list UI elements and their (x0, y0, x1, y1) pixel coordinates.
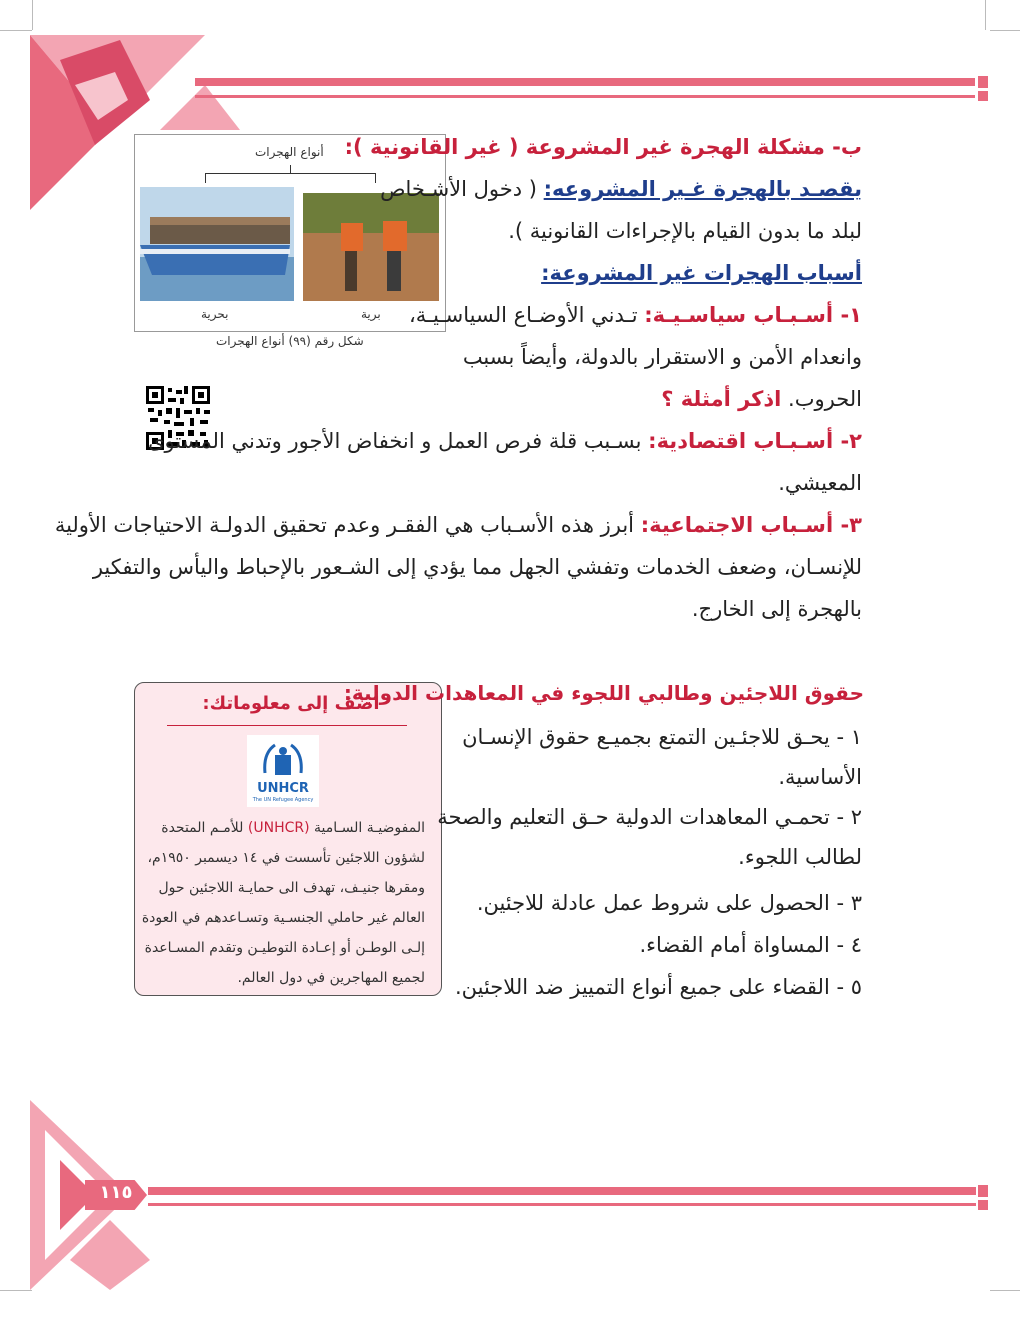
cause-1-line-1: ١- أسـبـاب سياسـيـة: تـدني الأوضـاع السياسـيـة، (408, 303, 862, 327)
info-box-title: أضف إلى معلوماتك: (202, 693, 380, 714)
examples-prompt: اذكر أمثلة ؟ (661, 387, 782, 411)
info-box (134, 682, 442, 996)
page-number: ١١٥ (99, 1182, 133, 1203)
rights-item-1-line-2: الأساسية. (778, 765, 862, 789)
cause-1-title: ١- أسـبـاب سياسـيـة: (644, 303, 862, 327)
top-rule (195, 78, 975, 86)
bottom-rule-thin (148, 1203, 976, 1206)
rights-item-4: ٤ - المساواة أمام القضاء. (639, 933, 862, 957)
unhcr-logo-text: UNHCR (257, 781, 309, 796)
info-line-5: إلـى الوطـن أو إعـادة التوطيـن وتقدم المسـاعدة (144, 940, 425, 956)
rights-item-2-line-2: لطالب اللجوء. (738, 845, 862, 869)
causes-heading: أسباب الهجرات غير المشروعة: (541, 261, 862, 285)
bottom-rule (148, 1187, 976, 1195)
figure-caption: شكل رقم (٩٩) أنواع الهجرات (216, 334, 364, 348)
info-line-2: لشؤون اللاجئين تأسست في ١٤ ديسمبر ١٩٥٠م، (147, 850, 425, 866)
cause-2-line-1: ٢- أسـبـاب اقتصادية: بسـبب قلة فرص العمل و انخفاض الأجور وتدني المستوى (148, 429, 862, 453)
section-heading-illegal-migration: ب- مشكلة الهجرة غير المشروعة ( غير القانونية ): (344, 135, 862, 159)
label-sea: بحرية (201, 307, 229, 321)
definition-line-2: لبلد ما بدون القيام بالإجراءات القانونية ). (508, 219, 862, 243)
top-rule-thin (195, 95, 975, 98)
cause-3-title: ٣- أسـباب الاجتماعية: (640, 513, 862, 537)
cause-1-line-3: الحروب. اذكر أمثلة ؟ (661, 387, 862, 411)
label-land: برية (361, 307, 381, 321)
cause-2-title: ٢- أسـبـاب اقتصادية: (648, 429, 862, 453)
unhcr-logo-subtext: The UN Refugee Agency (252, 797, 314, 803)
info-line-4: العالم غير حاملي الجنسـية وتسـاعدهم في العودة (141, 910, 425, 926)
unhcr-logo (247, 735, 319, 807)
definition-line-1: يقصـد بالهجرة غـير المشروعه: ( دخول الأشـخاص (380, 177, 862, 201)
definition-term: يقصـد بالهجرة غـير المشروعه: (543, 177, 862, 201)
cause-1-line-2: وانعدام الأمن و الاستقرار بالدولة، وأيضاً بسبب (462, 345, 862, 369)
rights-heading: حقوق اللاجئين وطالبي اللجوء في المعاهدات الدولية: (343, 681, 864, 705)
cause-3-line-2: للإنسـان، وضعف الخدمات وتفشي الجهل مما يؤدي إلى الشـعور بالإحباط واليأس والتفكير (92, 555, 862, 579)
rights-item-1-line-1: ١ - يحـق للاجئـين التمتع بجميـع حقوق الإنسـان (462, 725, 862, 749)
cause-3-line-1: ٣- أسـباب الاجتماعية: أبرز هذه الأسـباب هي الفقـر وعدم تحقيق الدولـة الاحتياجات الأولية (54, 513, 862, 537)
figure-title: أنواع الهجرات (255, 145, 324, 159)
info-line-6: لجميع المهاجرين في دول العالم. (237, 970, 425, 986)
info-line-1: المفوضيـة السـامية (UNHCR) للأمـم المتحدة (161, 820, 425, 836)
rights-item-3: ٣ - الحصول على شروط عمل عادلة للاجئين. (476, 891, 862, 915)
rights-item-2-line-1: ٢ - تحمـي المعاهدات الدولية حـق التعليم والصحة (437, 805, 862, 829)
info-line-3: ومقرها جنيـف، تهدف الى حمايـة اللاجئين حول (158, 880, 425, 896)
rights-item-5: ٥ - القضاء على جميع أنواع التمييز ضد اللاجئين. (454, 975, 862, 999)
cause-3-line-3: بالهجرة إلى الخارج. (691, 597, 862, 621)
unhcr-emblem-icon (261, 739, 305, 779)
cause-2-line-2: المعيشي. (778, 471, 862, 495)
